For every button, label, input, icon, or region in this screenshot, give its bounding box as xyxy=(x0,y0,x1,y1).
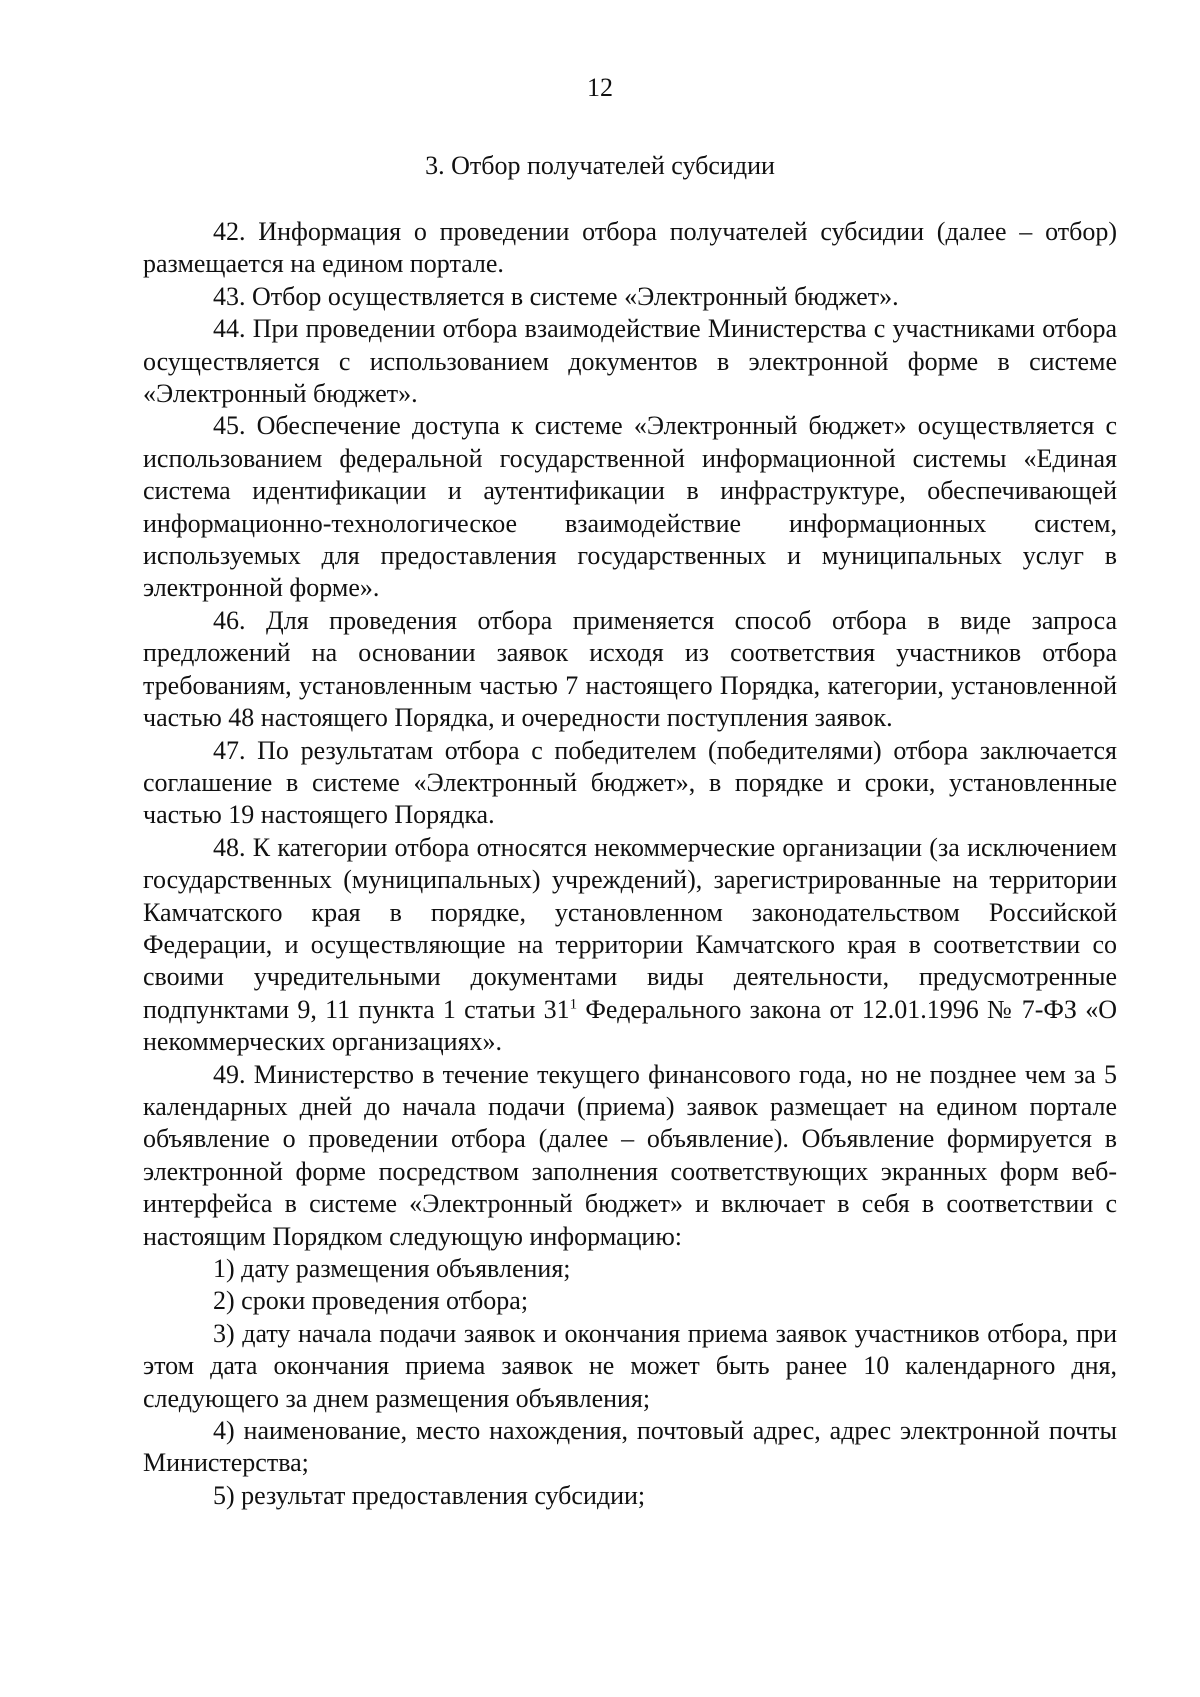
paragraph-48-text-end: Федерального закона от 12.01.1996 № 7-ФЗ «О некоммерческих организациях». xyxy=(143,994,1117,1057)
list-item-5: 5) результат предоставления субсидии; xyxy=(213,1480,646,1510)
paragraph-48-text: 48. К категории отбора относятся некоммерческие организации (за исключением государственных (муниципальных) учреждений), зарегистрированные на территории Камчатского края в порядке, установленном законодательством Российской Федерации, и осуществляющие на территории Камчатского края в соответствии со своими учредительными документами виды деятельности, предусмотренные подпунктами 9, 11 пункта 1 статьи 31 xyxy=(143,832,1117,1024)
footnote-superscript: 1 xyxy=(569,996,578,1013)
document-body xyxy=(143,216,1117,1512)
paragraph-45: 45. Обеспечение доступа к системе «Электронный бюджет» осуществляется с использованием федеральной государственной информационной системы «Единая система идентификации и аутентификации в инфраструктуре, обеспечивающей информационно-технологическое взаимодействие информационных систем, используемых для предоставления государственных и муниципальных услуг в электронной форме». xyxy=(143,411,1117,603)
page-number: 12 xyxy=(587,73,613,102)
paragraph-44: 44. При проведении отбора взаимодействие Министерства с участниками отбора осуществляется с использованием документов в электронной форме в системе «Электронный бюджет». xyxy=(143,314,1117,409)
list-item-3: 3) дату начала подачи заявок и окончания приема заявок участников отбора, при этом дата окончания приема заявок не может быть ранее 10 календарного дня, следующего за днем размещения объявления; xyxy=(143,1318,1117,1413)
section-title: 3. Отбор получателей субсидии xyxy=(425,151,775,180)
list-item-1: 1) дату размещения объявления; xyxy=(213,1254,571,1283)
paragraph-47: 47. По результатам отбора с победителем (победителями) отбора заключается соглашение в системе «Электронный бюджет», в порядке и сроки, установленные частью 19 настоящего Порядка. xyxy=(143,735,1117,830)
paragraph-46: 46. Для проведения отбора применяется способ отбора в виде запроса предложений на основании заявок исходя из соответствия участников отбора требованиям, установленным частью 7 настоящего Порядка, категории, установленной частью 48 настоящего Порядка, и очередности поступления заявок. xyxy=(143,605,1117,733)
paragraph-43: 43. Отбор осуществляется в системе «Электронный бюджет». xyxy=(213,281,899,311)
list-item-2: 2) сроки проведения отбора; xyxy=(213,1286,529,1316)
paragraph-49: 49. Министерство в течение текущего финансового года, но не позднее чем за 5 календарных дней до начала подачи (приема) заявок размещает на едином портале объявление о проведении отбора (далее – объявление). Объявление формируется в электронной форме посредством заполнения соответствующих экранных форм веб-интерфейса в системе «Электронный бюджет» и включает в себя в соответствии с настоящим Порядком следующую информацию: xyxy=(143,1059,1117,1251)
paragraph-48 xyxy=(143,832,1117,1059)
list-item-4: 4) наименование, место нахождения, почтовый адрес, адрес электронной почты Министерства; xyxy=(143,1416,1117,1478)
paragraph-42: 42. Информация о проведении отбора получателей субсидии (далее – отбор) размещается на едином портале. xyxy=(143,217,1117,279)
